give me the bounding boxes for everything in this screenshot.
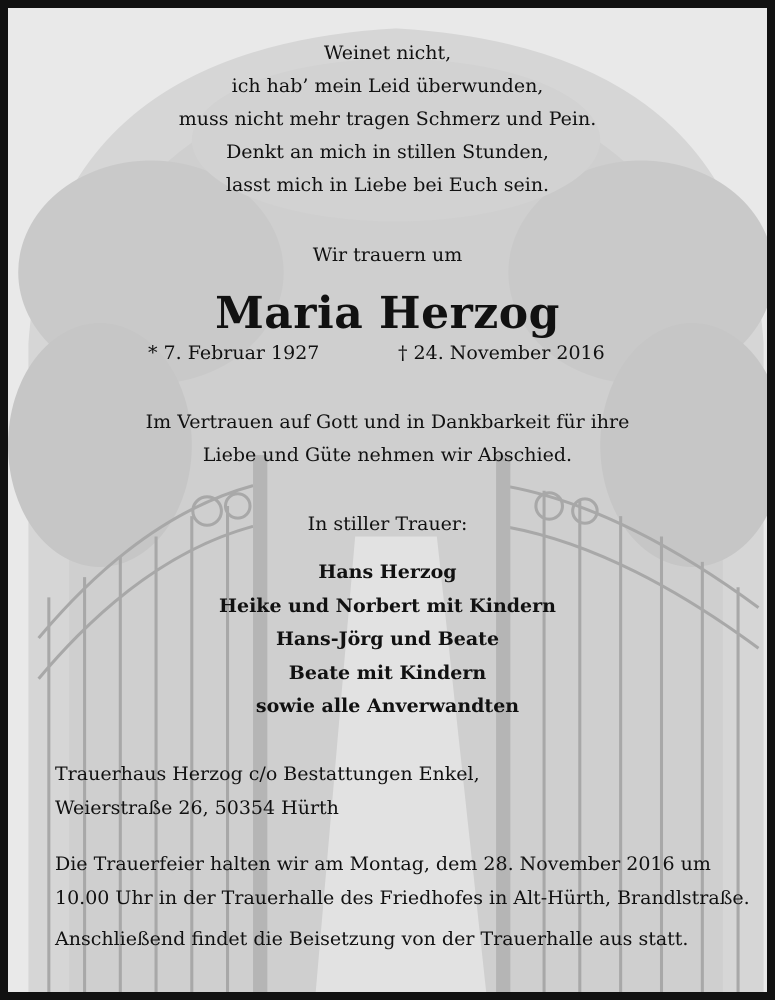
poem-line: lasst mich in Liebe bei Euch sein.	[225, 174, 550, 196]
mourner-name: Beate mit Kindern	[288, 662, 487, 684]
ceremony-line: 10.00 Uhr in der Trauerhalle des Friedhofes in Alt-Hürth, Brandlstraße.	[55, 887, 750, 909]
mourner-name: Hans Herzog	[318, 561, 457, 583]
farewell-line: Im Vertrauen auf Gott und in Dankbarkeit für ihre	[145, 411, 630, 433]
mourner-name: sowie alle Anverwandten	[255, 695, 520, 717]
poem-line: Weinet nicht,	[323, 42, 452, 64]
burial-line: Anschließend findet die Beisetzung von der Trauerhalle aus statt.	[55, 928, 689, 950]
notice-text	[8, 8, 767, 992]
address-line: Weierstraße 26, 50354 Hürth	[55, 797, 339, 819]
mourning-label: In stiller Trauer:	[307, 513, 468, 535]
mourner-name: Heike und Norbert mit Kindern	[219, 595, 556, 617]
address-line: Trauerhaus Herzog c/o Bestattungen Enkel,	[55, 763, 480, 785]
death-date: † 24. November 2016	[398, 342, 605, 364]
mourner-name: Hans-Jörg und Beate	[275, 628, 500, 650]
poem-line: muss nicht mehr tragen Schmerz und Pein.	[178, 108, 597, 130]
poem-line: ich hab’ mein Leid überwunden,	[231, 75, 544, 97]
birth-date: * 7. Februar 1927	[148, 342, 320, 364]
deceased-name: Maria Herzog	[215, 288, 560, 339]
poem-line: Denkt an mich in stillen Stunden,	[226, 141, 549, 163]
ceremony-line: Die Trauerfeier halten wir am Montag, dem 28. November 2016 um	[55, 853, 711, 875]
farewell-line: Liebe und Güte nehmen wir Abschied.	[202, 444, 573, 466]
mourning-intro: Wir trauern um	[312, 244, 463, 266]
